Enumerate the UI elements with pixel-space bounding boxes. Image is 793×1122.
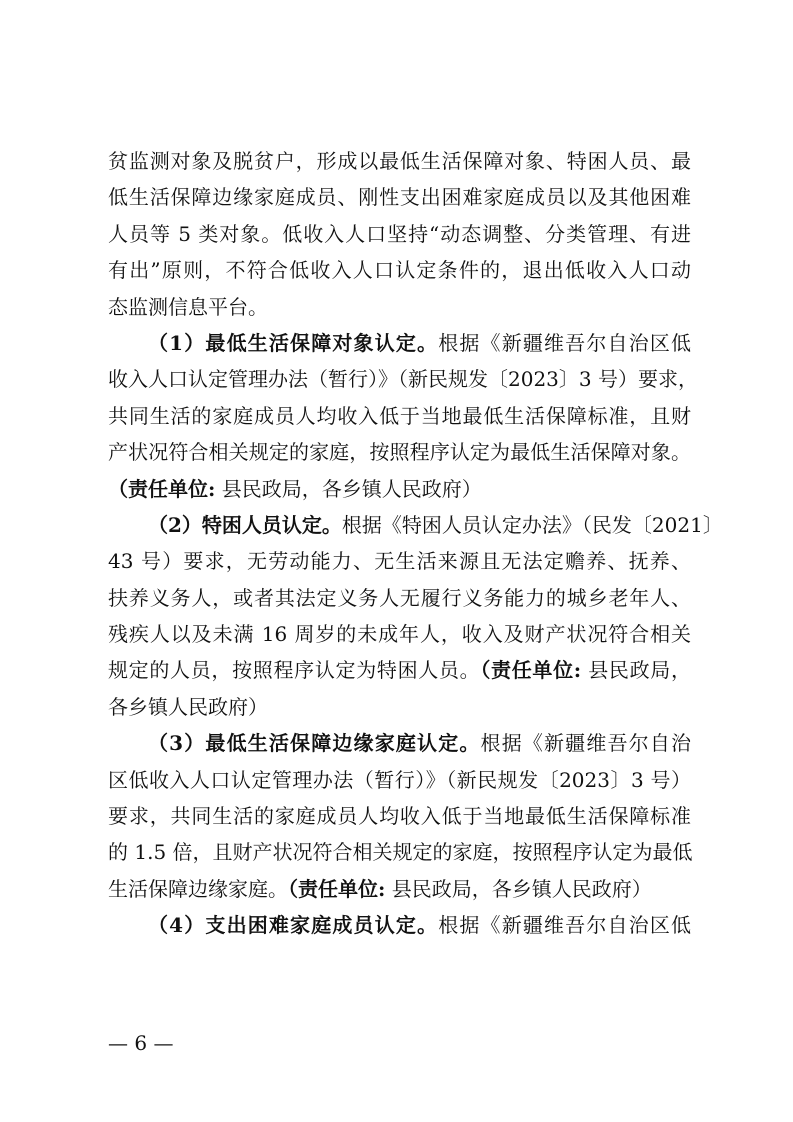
text-line: 有出”原则，不符合低收入人口认定条件的，退出低收入人口动: [108, 258, 691, 283]
paragraph-extreme-poverty: [108, 507, 723, 725]
responsibility-label: （责任单位:: [288, 876, 386, 901]
section-heading: （1）最低生活保障对象认定。: [148, 330, 439, 355]
text-line: 残疾人以及未满 16 周岁的未成年人，收入及财产状况符合相关: [108, 622, 691, 647]
text-line: 态监测信息平台。: [108, 294, 268, 319]
text-line: [108, 871, 691, 907]
text-line: 的 1.5 倍，且财产状况符合相关规定的家庭，按照程序认定为最低: [108, 840, 693, 865]
responsibility-label: （责任单位:: [480, 658, 582, 683]
text-line: 43 号）要求，无劳动能力、无生活来源且无法定赡养、抚养、: [108, 549, 691, 574]
text-line: [108, 471, 691, 507]
responsibility-label: （责任单位:: [108, 476, 216, 501]
responsibility-text: 县民政局，各乡镇人民政府）: [385, 876, 652, 901]
paragraph-marginal-households: [108, 725, 691, 907]
text-line: [108, 652, 691, 688]
paragraph-intro: [108, 143, 691, 325]
text-line: [108, 725, 691, 761]
document-body: [108, 143, 723, 944]
text-line: 区低收入人口认定管理办法（暂行）》（新民规发〔2023〕3 号）: [108, 767, 691, 792]
text-line: [108, 507, 723, 543]
responsibility-text: 县民政局，: [581, 658, 691, 683]
text-line: 人员等 5 类对象。低收入人口坚持“动态调整、分类管理、有进: [108, 221, 691, 246]
text-line: 各乡镇人民政府）: [108, 694, 268, 719]
text-span: 生活保障边缘家庭。: [108, 876, 288, 901]
text-line: 收入人口认定管理办法（暂行）》（新民规发〔2023〕3 号）要求，: [108, 367, 698, 392]
responsibility-text: 县民政局，各乡镇人民政府）: [215, 476, 482, 501]
page-number: — 6 —: [108, 1031, 174, 1055]
text-span: 根据《新疆维吾尔自治区低: [438, 330, 691, 355]
section-heading: （3）最低生活保障边缘家庭认定。: [148, 731, 481, 756]
text-span: 根据《特困人员认定办法》（民发〔2021〕: [341, 512, 723, 537]
paragraph-expenditure-hardship: [108, 907, 691, 943]
text-line: 产状况符合相关规定的家庭，按照程序认定为最低生活保障对象。: [108, 440, 691, 465]
section-heading: （2）特困人员认定。: [148, 512, 342, 537]
text-line: [108, 325, 691, 361]
text-span: 根据《新疆维吾尔自治区低: [438, 913, 691, 938]
section-heading: （4）支出困难家庭成员认定。: [148, 913, 439, 938]
text-span: 根据《新疆维吾尔自治: [480, 731, 691, 756]
text-line: 扶养义务人，或者其法定义务人无履行义务能力的城乡老年人、: [108, 585, 691, 610]
text-line: 低生活保障边缘家庭成员、刚性支出困难家庭成员以及其他困难: [108, 185, 691, 210]
text-line: 贫监测对象及脱贫户，形成以最低生活保障对象、特困人员、最: [108, 149, 691, 173]
text-line: [108, 907, 691, 943]
text-line: 要求，共同生活的家庭成员人均收入低于当地最低生活保障标准: [108, 804, 691, 829]
paragraph-minimum-living-security: [108, 325, 698, 507]
text-line: 共同生活的家庭成员人均收入低于当地最低生活保障标准，且财: [108, 403, 691, 428]
text-span: 规定的人员，按照程序认定为特困人员。: [108, 658, 481, 683]
